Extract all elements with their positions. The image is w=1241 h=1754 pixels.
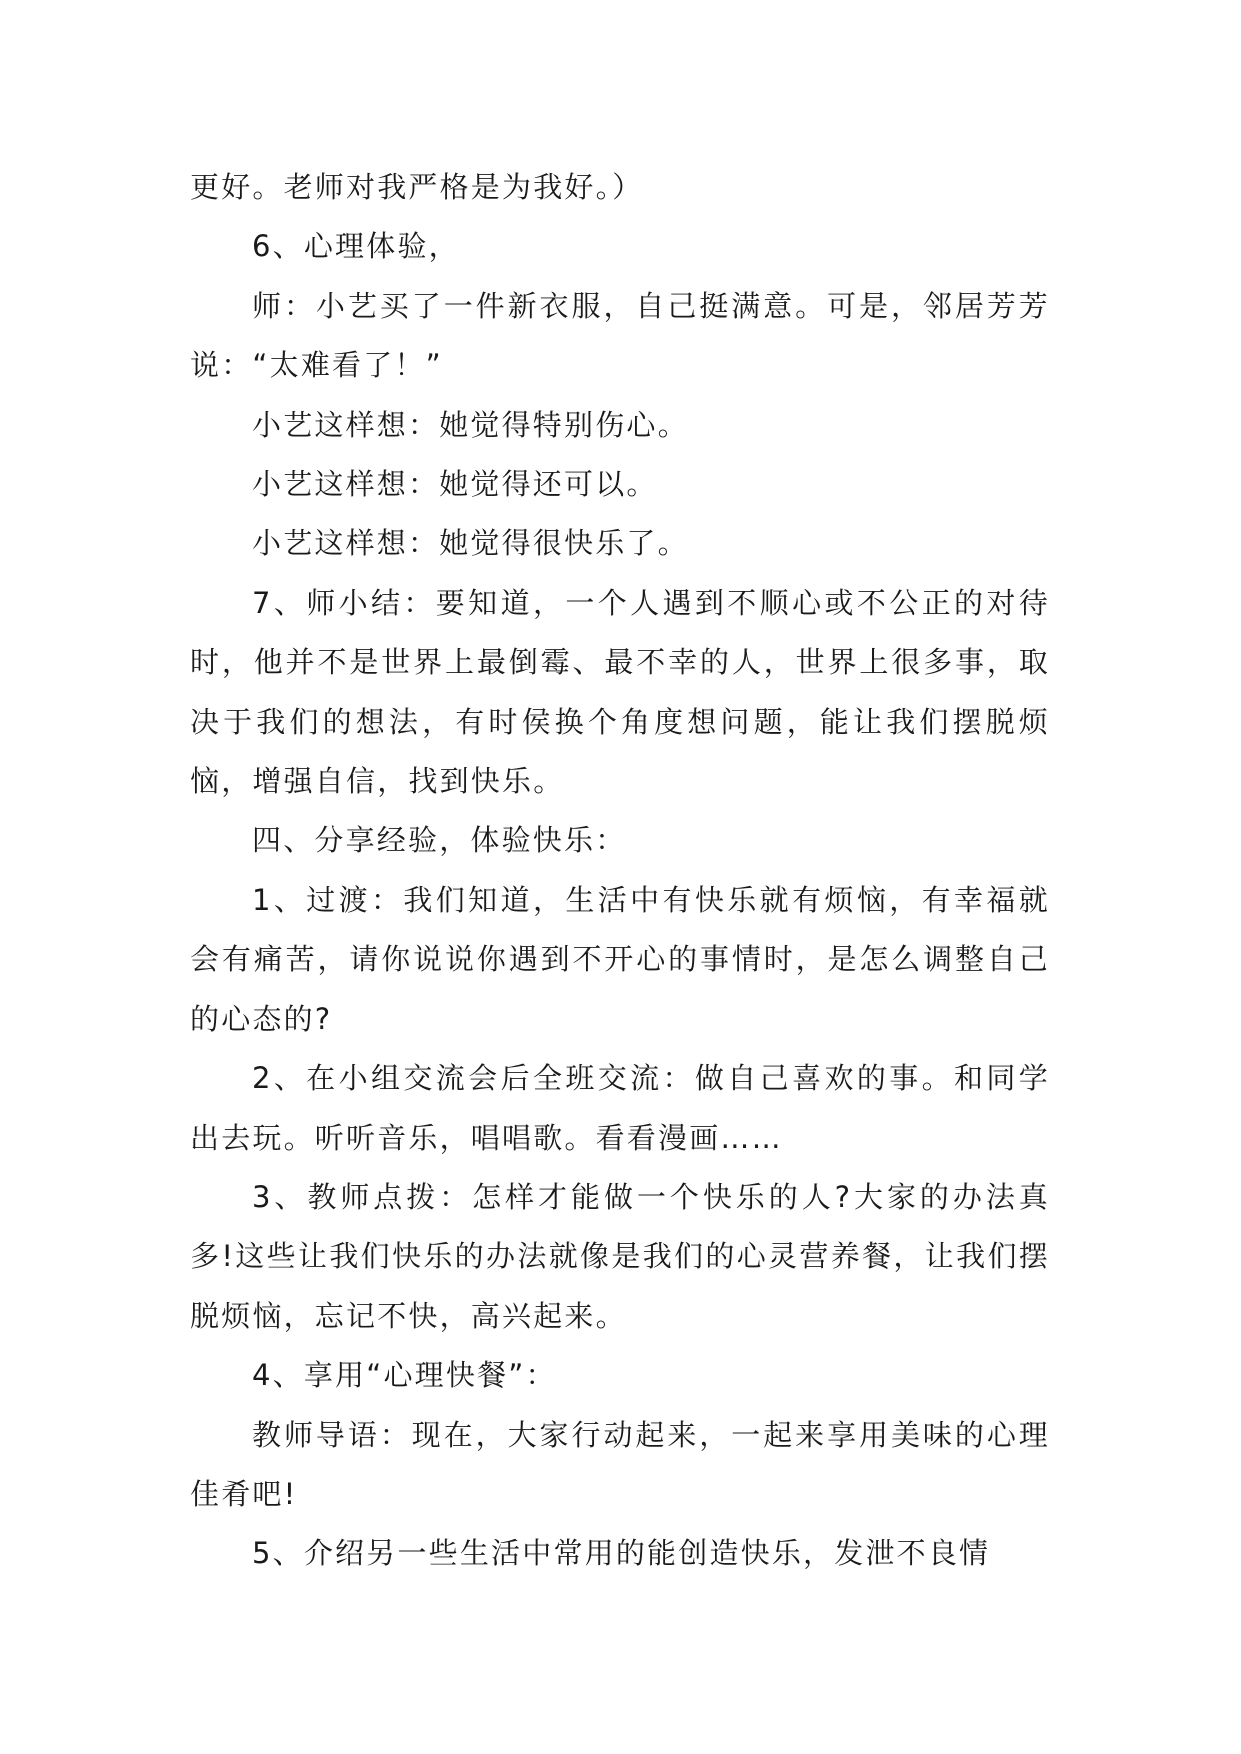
paragraph-teacher-intro: 教师导语：现在，大家行动起来，一起来享用美味的心理佳肴吧! [190, 1417, 1050, 1511]
paragraph-transition: 1、过渡：我们知道，生活中有快乐就有烦恼，有幸福就会有痛苦，请你说说你遇到不开心的事情时，是怎么调整自己的心态的? [190, 882, 1050, 1036]
paragraph-psych-experience-heading: 6、心理体验， [252, 229, 460, 264]
section-heading-share-experience: 四、分享经验，体验快乐： [252, 823, 627, 858]
paragraph-thought-sad: 小艺这样想：她觉得特别伤心。 [252, 407, 689, 442]
paragraph-teacher-guidance: 3、教师点拨：怎样才能做一个快乐的人?大家的办法真多!这些让我们快乐的办法就像是我们的心灵营养餐，让我们摆脱烦恼，忘记不快，高兴起来。 [190, 1179, 1050, 1333]
paragraph-thought-ok: 小艺这样想：她觉得还可以。 [252, 467, 658, 502]
paragraph-teacher-story: 师：小艺买了一件新衣服，自己挺满意。可是，邻居芳芳说：“太难看了！” [190, 288, 1050, 383]
paragraph-thought-happy: 小艺这样想：她觉得很快乐了。 [252, 526, 689, 561]
paragraph-introduce-methods: 5、介绍另一些生活中常用的能创造快乐，发泄不良情 [252, 1536, 991, 1571]
paragraph-teacher-summary: 7、师小结：要知道，一个人遇到不顺心或不公正的对待时，他并不是世界上最倒霉、最不幸的人，世界上很多事，取决于我们的想法，有时侯换个角度想问题，能让我们摆脱烦恼，增强自信，找到快乐。 [190, 585, 1050, 799]
paragraph-continuation: 更好。老师对我严格是为我好。） [190, 170, 644, 204]
paragraph-psych-snack-heading: 4、享用“心理快餐”： [252, 1358, 557, 1393]
document-body [190, 158, 1050, 1584]
paragraph-group-discussion: 2、在小组交流会后全班交流：做自己喜欢的事。和同学出去玩。听听音乐，唱唱歌。看看漫画…… [190, 1061, 1050, 1155]
